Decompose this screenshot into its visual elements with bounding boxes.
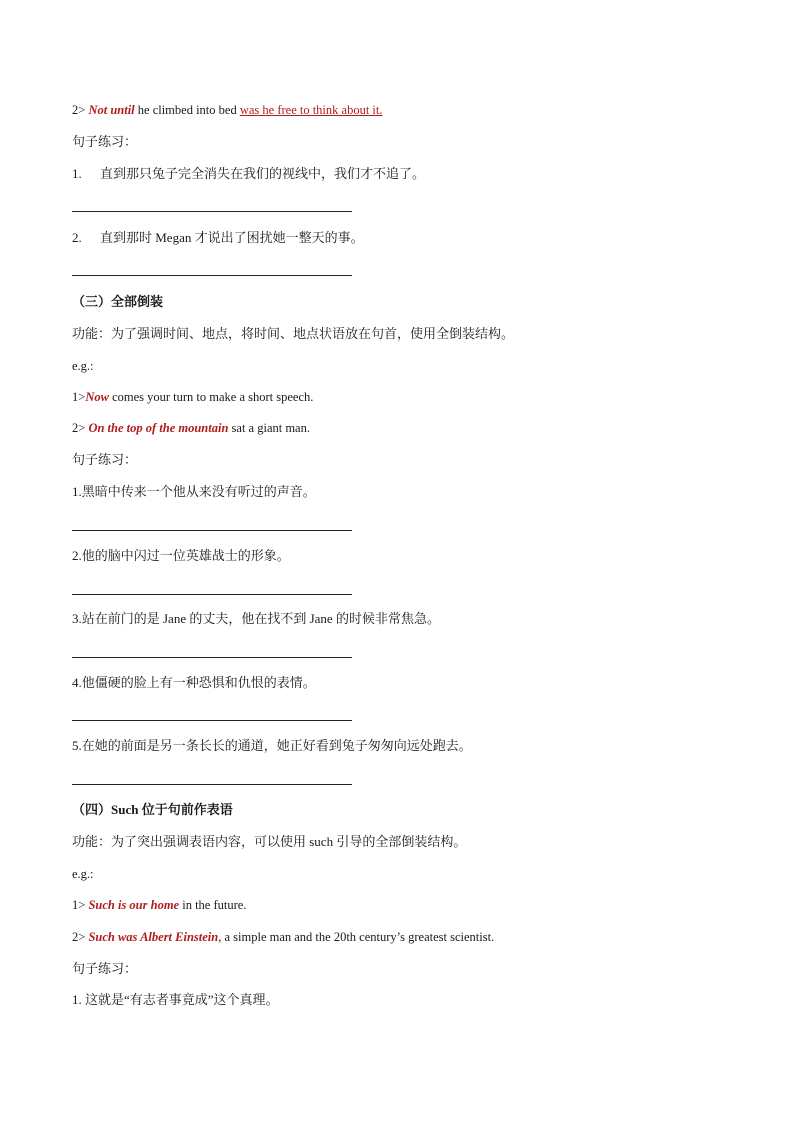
example-sentence-1: 1> Such is our home in the future.: [72, 898, 247, 912]
practice-question-1: 1. 这就是“有志者事竟成”这个真理。: [72, 992, 279, 1007]
practice-question-2: 2. 直到那时 Megan 才说出了困扰她一整天的事。: [72, 230, 364, 245]
section-heading-such-inversion: （四）Such 位于句前作表语: [72, 802, 233, 817]
practice-label: 句子练习：: [72, 961, 138, 976]
answer-blank[interactable]: [72, 275, 352, 276]
emphasis-text: Now: [85, 390, 109, 404]
practice-question-4: 4.他僵硬的脸上有一种恐惧和仇恨的表情。: [72, 675, 316, 690]
function-description: 功能：为了强调时间、地点，将时间、地点状语放在句首，使用全倒装结构。: [72, 326, 515, 341]
answer-blank[interactable]: [72, 594, 352, 595]
answer-blank[interactable]: [72, 211, 352, 212]
practice-question-3: 3.站在前门的是 Jane 的丈夫，他在找不到 Jane 的时候非常焦急。: [72, 611, 440, 626]
function-description: 功能：为了突出强调表语内容，可以使用 such 引导的全部倒装结构。: [72, 834, 467, 849]
practice-label: 句子练习：: [72, 134, 138, 149]
emphasis-text: Such was Albert Einstein: [88, 930, 219, 944]
eg-label: e.g.:: [72, 867, 94, 881]
practice-question-2: 2.他的脑中闪过一位英雄战士的形象。: [72, 548, 290, 563]
practice-question-5: 5.在她的前面是另一条长长的通道，她正好看到兔子匆匆向远处跑去。: [72, 738, 472, 753]
example-sentence-2: 2> Such was Albert Einstein, a simple man and the 20th century’s greatest scientist.: [72, 930, 495, 944]
example-sentence-2: 2> On the top of the mountain sat a giant man.: [72, 421, 310, 435]
practice-question-1: 1. 直到那只兔子完全消失在我们的视线中，我们才不追了。: [72, 166, 426, 181]
answer-blank[interactable]: [72, 720, 352, 721]
example-sentence-1: 1>Now comes your turn to make a short speech.: [72, 390, 314, 404]
answer-blank[interactable]: [72, 657, 352, 658]
eg-label: e.g.:: [72, 359, 94, 373]
emphasis-text: Such is our home: [88, 898, 180, 912]
section-heading-full-inversion: （三）全部倒装: [72, 294, 164, 309]
example-sentence-2: 2> Not until he climbed into bed was he free to think about it.: [72, 103, 383, 117]
emphasis-text: Not until: [88, 103, 135, 117]
underlined-text: was he free to think about it.: [239, 103, 383, 117]
emphasis-text: On the top of the mountain: [88, 421, 229, 435]
practice-question-1: 1.黑暗中传来一个他从来没有听过的声音。: [72, 484, 316, 499]
practice-label: 句子练习：: [72, 452, 138, 467]
answer-blank[interactable]: [72, 530, 352, 531]
answer-blank[interactable]: [72, 784, 352, 785]
